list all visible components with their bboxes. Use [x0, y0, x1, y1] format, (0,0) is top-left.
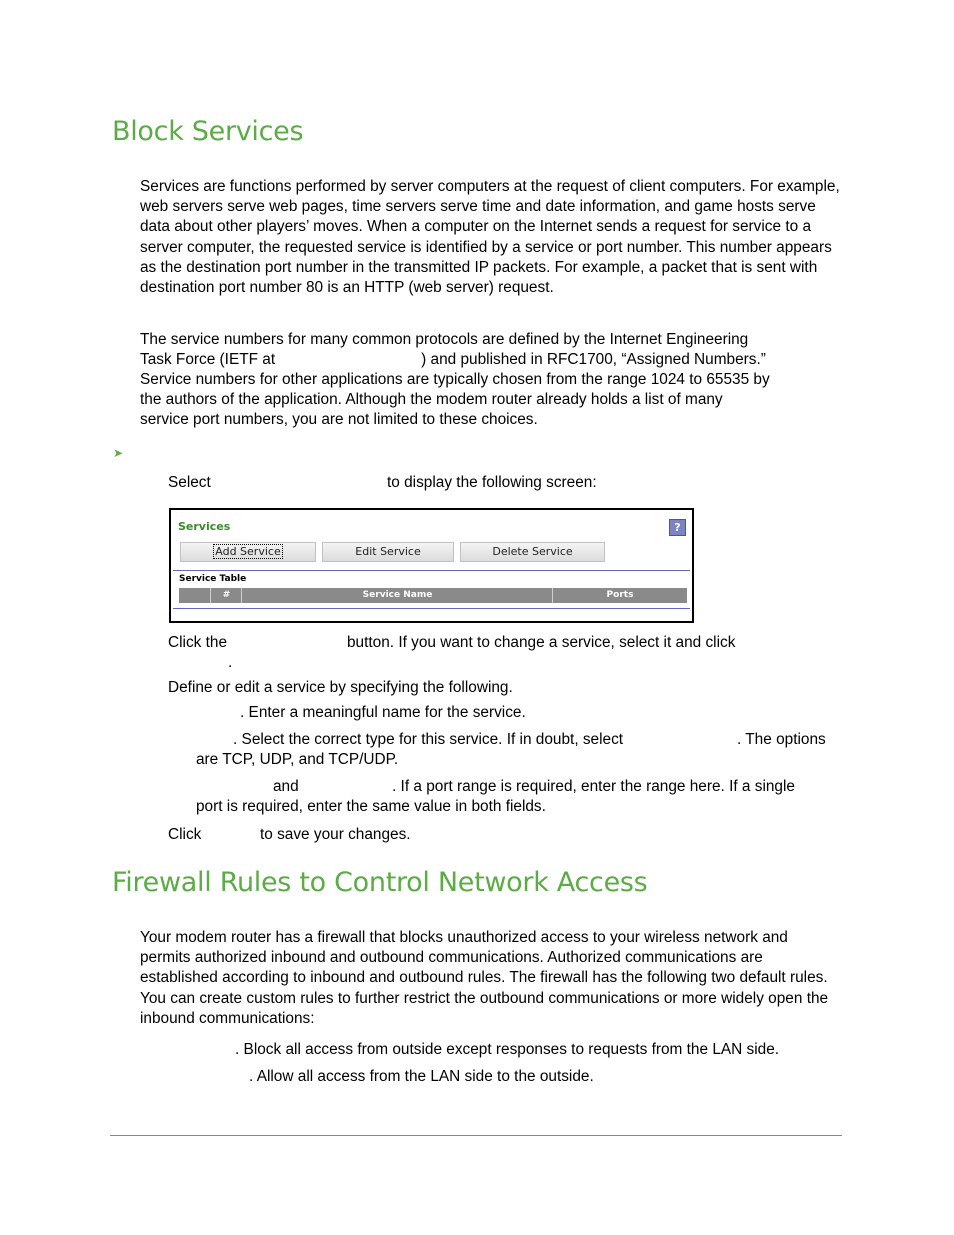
step-2-click-first: Click the [168, 634, 228, 651]
protocol-line-5: service port numbers, you are not limited to these choices. [140, 411, 538, 428]
protocol-line-2b: ) and published in RFC1700, “Assigned Numbers.” [421, 351, 766, 368]
step-4-save: to save your changes. [260, 826, 411, 843]
bullet-type-first: . Select the correct type for this service. If in doubt, select [233, 731, 624, 748]
edit-service-button[interactable]: Edit Service [322, 542, 454, 562]
step-3-define: Define or edit a service by specifying the following. [168, 679, 513, 696]
add-service-label: Add Service [215, 545, 281, 558]
protocol-paragraph [140, 330, 855, 430]
arrow-icon: ➤ [113, 446, 124, 460]
add-service-button[interactable] [180, 542, 316, 562]
section-heading-firewall-rules: Firewall Rules to Control Network Access [112, 867, 648, 898]
help-icon[interactable]: ? [669, 519, 686, 536]
service-table-header [179, 588, 687, 603]
bullet-type-second: are TCP, UDP, and TCP/UDP. [196, 751, 399, 768]
bullet-inbound: . Block all access from outside except responses to requests from the LAN side. [235, 1041, 780, 1058]
protocol-line-1: The service numbers for many common protocols are defined by the Internet Engineering [140, 331, 749, 348]
services-screen [169, 508, 694, 623]
divider [173, 570, 690, 571]
bullet-ports-and: and [273, 778, 299, 795]
select-column-header [179, 588, 210, 603]
protocol-line-2a: Task Force (IETF at [140, 351, 276, 368]
step-4-click: Click [168, 826, 202, 843]
step-2-period: . [228, 654, 233, 671]
section-heading-block-services: Block Services [112, 116, 304, 147]
firewall-paragraph: Your modem router has a firewall that blocks unauthorized access to your wireless network and permits authorized inbound and outbound communications. Authorized communications are established according to inbound and outbound rules. The firewall has the following two default rules. You can create custom rules to further restrict the outbound communications or more widely open the inbound communications: [140, 929, 829, 1027]
delete-service-button[interactable]: Delete Service [460, 542, 605, 562]
table-bottom-divider [173, 608, 690, 609]
bullet-outbound: . Allow all access from the LAN side to the outside. [249, 1068, 594, 1085]
services-title: Services [178, 520, 231, 533]
step-2-click-rest: button. If you want to change a service, select it and click [347, 634, 736, 651]
protocol-line-2 [140, 350, 855, 370]
ports-column-header: Ports [552, 588, 687, 603]
protocol-line-4: the authors of the application. Although the modem router already holds a list of many [140, 391, 723, 408]
service-name-column-header: Service Name [241, 588, 553, 603]
bullet-ports-second: port is required, enter the same value in both fields. [196, 798, 546, 815]
bullet-service-name: . Enter a meaningful name for the service. [240, 704, 526, 721]
bullet-ports-first: . If a port range is required, enter the range here. If a single [392, 778, 795, 795]
number-column-header: # [210, 588, 242, 603]
protocol-line-3: Service numbers for other applications are typically chosen from the range 1024 to 65535 by [140, 371, 770, 388]
step-1-select-rest: to display the following screen: [387, 474, 597, 491]
intro-paragraph: Services are functions performed by server computers at the request of client computers. For example, web servers serve web pages, time servers serve time and date information, and game hosts serve data about other players’ moves. When a computer on the Internet sends a request for service to a server computer, the requested service is identified by a service or port number. This number appears as the destination port number in the transmitted IP packets. For example, a packet that is sent with destination port number 80 is an HTTP (web server) request. [140, 178, 840, 297]
service-table-title: Service Table [179, 574, 247, 584]
step-1-select-first: Select [168, 474, 211, 491]
footer-rule [110, 1135, 842, 1136]
bullet-type-options: . The options [737, 731, 826, 748]
